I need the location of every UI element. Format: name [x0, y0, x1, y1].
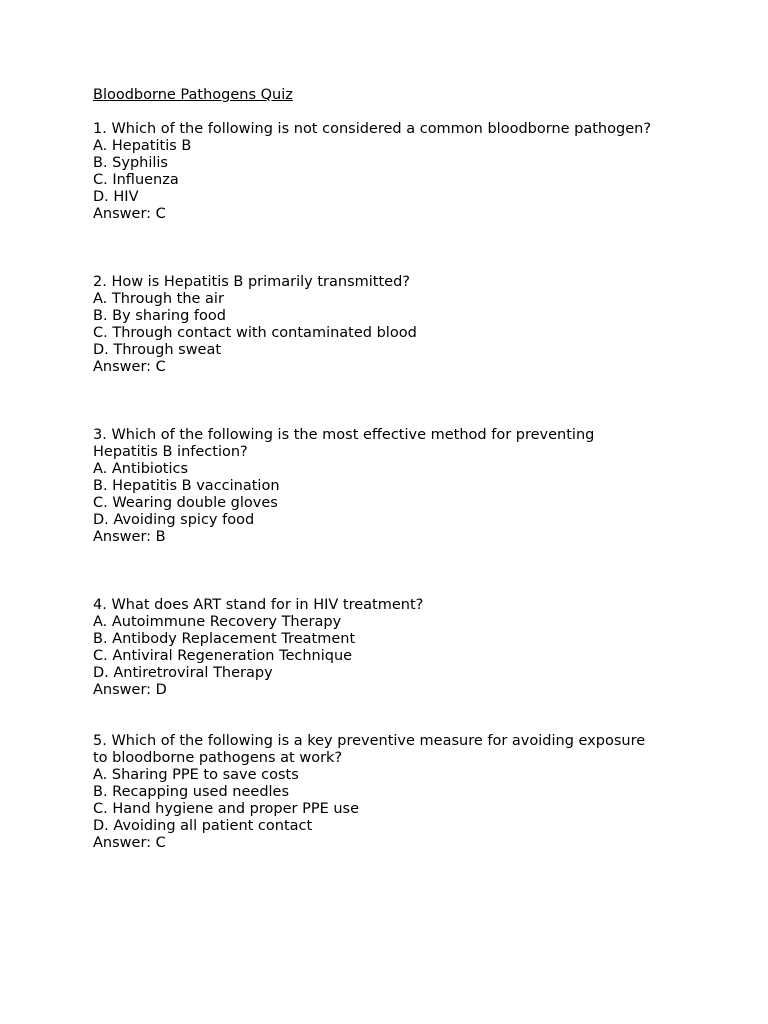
option-d: D. Antiretroviral Therapy [93, 665, 273, 681]
option-a: A. Sharing PPE to save costs [93, 767, 299, 783]
document-page [93, 87, 653, 852]
question-5 [93, 733, 653, 852]
option-a: A. Through the air [93, 291, 224, 307]
option-c: C. Influenza [93, 172, 179, 188]
spacer [93, 376, 653, 427]
option-d: D. Avoiding spicy food [93, 512, 255, 528]
question-text: 3. Which of the following is the most effective method for preventing Hepatitis B infection? [93, 427, 595, 460]
question-2 [93, 274, 653, 376]
option-b: B. Hepatitis B vaccination [93, 478, 280, 494]
question-1 [93, 121, 653, 223]
question-text: 1. Which of the following is not considered a common bloodborne pathogen? [93, 121, 652, 137]
question-text: 4. What does ART stand for in HIV treatment? [93, 597, 424, 613]
question-text: 5. Which of the following is a key preventive measure for avoiding exposure to bloodborne pathogens at work? [93, 733, 646, 766]
question-3 [93, 427, 653, 546]
answer-line: Answer: C [93, 359, 166, 375]
option-c: C. Hand hygiene and proper PPE use [93, 801, 360, 817]
option-c: C. Antiviral Regeneration Technique [93, 648, 353, 664]
question-4 [93, 597, 653, 699]
option-b: B. By sharing food [93, 308, 226, 324]
answer-line: Answer: B [93, 529, 166, 545]
spacer [93, 699, 653, 733]
spacer [93, 223, 653, 274]
option-a: A. Autoimmune Recovery Therapy [93, 614, 342, 630]
option-b: B. Antibody Replacement Treatment [93, 631, 356, 647]
option-c: C. Wearing double gloves [93, 495, 278, 511]
option-a: A. Antibiotics [93, 461, 189, 477]
option-b: B. Syphilis [93, 155, 168, 171]
question-text: 2. How is Hepatitis B primarily transmitted? [93, 274, 410, 290]
spacer [93, 546, 653, 597]
option-d: D. Through sweat [93, 342, 222, 358]
option-d: D. HIV [93, 189, 139, 205]
option-d: D. Avoiding all patient contact [93, 818, 313, 834]
document-title: Bloodborne Pathogens Quiz [93, 87, 293, 103]
option-a: A. Hepatitis B [93, 138, 192, 154]
answer-line: Answer: C [93, 206, 166, 222]
option-b: B. Recapping used needles [93, 784, 290, 800]
answer-line: Answer: C [93, 835, 166, 851]
option-c: C. Through contact with contaminated blood [93, 325, 417, 341]
answer-line: Answer: D [93, 682, 167, 698]
